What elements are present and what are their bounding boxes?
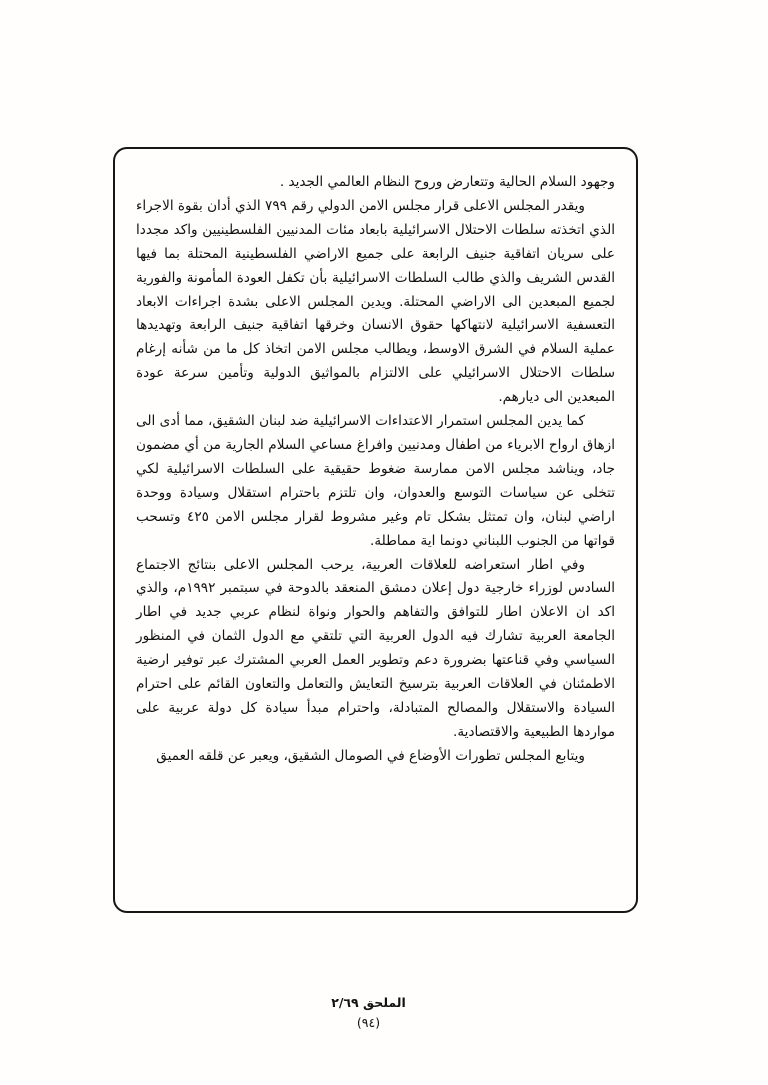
text-border-box [113, 147, 638, 913]
paragraph: ويتابع المجلس تطورات الأوضاع في الصومال الشقيق، ويعبر عن قلقه العميق [156, 747, 585, 764]
paragraph: ويقدر المجلس الاعلى قرار مجلس الامن الدولي رقم ٧٩٩ الذي أدان بقوة الاجراء الذي اتخذته سلطات الاحتلال الاسرائيلية بابعاد مئات المدنيين الفلسطينيين واكد مجددا على سريان اتفاقية جنيف الرابعة على جميع الاراضي الفلسطينية المحتلة بما فيها القدس الشريف والذي طالب السلطات الاسرائيلية بأن تكفل العودة المأمونة والفورية لجميع المبعدين الى الاراضي المحتلة. ويدين المجلس الاعلى بشدة اجراءات الابعاد التعسفية الاسرائيلية لانتهاكها حقوق الانسان وخرقها اتفاقية جنيف الرابعة وتهديدها عملية السلام في الشرق الاوسط، ويطالب مجلس الامن اتخاذ كل ما من شأنه إرغام سلطات الاحتلال الاسرائيلي على الالتزام بالمواثيق الدولية وتأمين سرعة عودة المبعدين الى ديارهم. [136, 197, 615, 406]
paragraph: وفي اطار استعراضه للعلاقات العربية، يرحب المجلس الاعلى بنتائج الاجتماع السادس لوزراء خارجية دول إعلان دمشق المنعقد بالدوحة في سبتمبر ١٩٩٢م، والذي اكد ان الاعلان اطار للتوافق والتفاهم والحوار ونواة لنظام عربي جديد في اطار الجامعة العربية تشارك فيه الدول العربية التي تلتقي مع الدول الثمان في المنظور السياسي وفي قناعتها بضرورة دعم وتطوير العمل العربي المشترك عبر توفير ارضية الاطمئنان في العلاقات العربية بترسيخ التعايش والتعامل والتعاون القائم على احترام السيادة والاستقلال والمصالح المتبادلة، واحترام مبدأ سيادة كل دولة عربية على مواردها الطبيعية والاقتصادية. [136, 556, 615, 740]
page-footer [0, 995, 737, 1030]
appendix-label: الملحق ٢/٦٩ [331, 995, 406, 1010]
paragraph: وجهود السلام الحالية وتتعارض وروح النظام العالمي الجديد . [279, 174, 615, 190]
page-number: (٩٤) [356, 1015, 381, 1030]
paragraph: كما يدين المجلس استمرار الاعتداءات الاسرائيلية ضد لبنان الشقيق، مما أدى الى ازهاق ارواح الابرياء من اطفال ومدنيين وافراغ مساعي السلام الجارية من أي مضمون جاد، ويناشد مجلس الامن ممارسة ضغوط حقيقية على السلطات الاسرائيلية لكي تتخلى عن سياسات التوسع والعدوان، وان تلتزم باحترام استقلال وسيادة ووحدة اراضي لبنان، وان تمتثل بشكل تام وغير مشروط لقرار مجلس الامن ٤٢٥ وتسحب قواتها من الجنوب اللبناني دونما اية مماطلة. [136, 413, 615, 549]
